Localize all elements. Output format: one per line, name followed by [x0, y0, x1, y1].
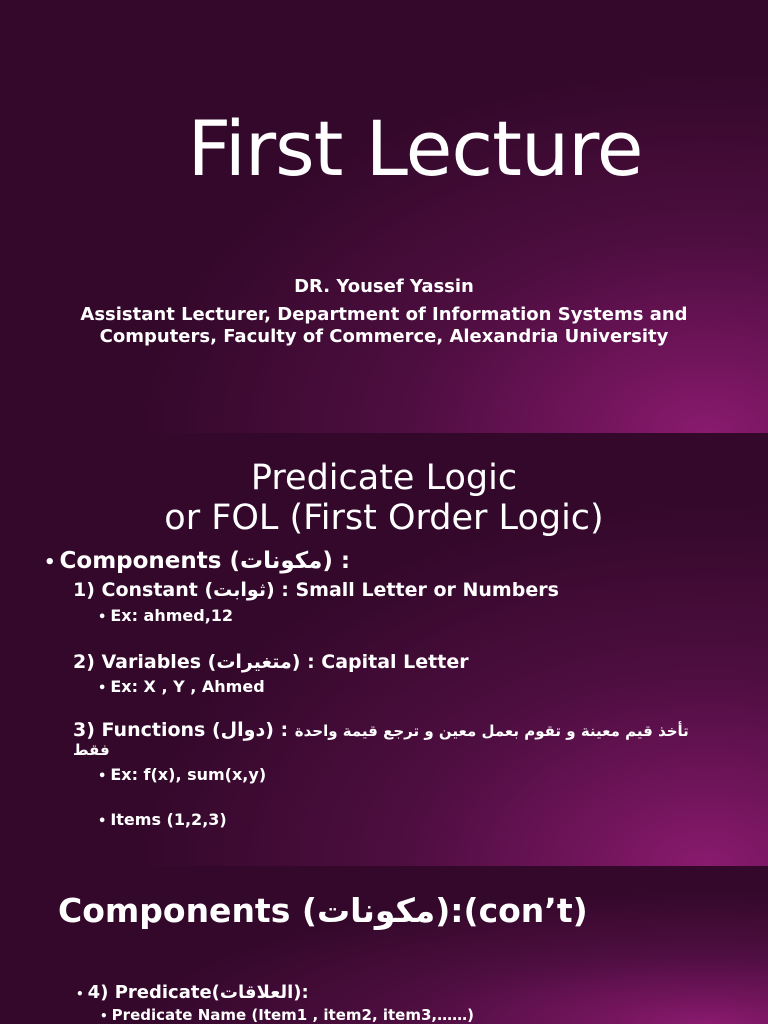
bullet-icon: •: [98, 681, 107, 696]
affiliation-line-1: Assistant Lecturer, Department of Information Systems and: [80, 304, 688, 325]
variables-example-text: Ex: X , Y , Ahmed: [110, 677, 265, 696]
items-example-text: Items (1,2,3): [110, 810, 227, 829]
bullet-icon: •: [100, 1009, 108, 1023]
variables-item: 2) Variables (متغيرات) : Capital Letter: [73, 651, 469, 673]
components-cont-slide: [0, 866, 768, 1024]
predicate-name-item: [100, 1006, 474, 1024]
variables-example: [98, 677, 265, 696]
components-heading: [44, 548, 350, 574]
items-example: [98, 810, 227, 829]
components-text: Components (مكونات) :: [59, 548, 351, 574]
functions-label: 3) Functions (دوال) :: [73, 719, 295, 741]
slide-title: First Lecture: [187, 104, 643, 193]
predicate-name-text: Predicate Name (Item1 , item2, item3,……): [111, 1006, 474, 1024]
functions-example: [98, 765, 266, 784]
bullet-icon: •: [44, 552, 56, 573]
slide-title: [0, 458, 768, 538]
bullet-icon: •: [98, 814, 107, 829]
constant-item: 1) Constant (ثوابت) : Small Letter or Numbers: [73, 579, 559, 601]
bullet-icon: •: [98, 610, 107, 625]
slide-title: Components (مكونات):(con’t): [58, 891, 588, 930]
functions-example-text: Ex: f(x), sum(x,y): [110, 765, 267, 784]
affiliation-line-2: Computers, Faculty of Commerce, Alexandria University: [99, 326, 669, 347]
bullet-icon: •: [76, 987, 84, 1001]
slide-title-line-1: Predicate Logic: [250, 458, 518, 498]
functions-item: [73, 721, 713, 759]
predicate-item: [76, 982, 309, 1003]
constant-example-text: Ex: ahmed,12: [110, 606, 234, 625]
bullet-icon: •: [98, 769, 107, 784]
slide-title-line-2: or FOL (First Order Logic): [164, 498, 604, 538]
author-affiliation: [40, 304, 728, 348]
author-name: DR. Yousef Yassin: [294, 276, 474, 297]
predicate-logic-slide: [0, 433, 768, 866]
functions-description: تأخذ قيم معينة و تقوم بعمل معين و ترجع قيمة واحدة فقط: [73, 722, 689, 759]
predicate-text: 4) Predicate(العلاقات):: [87, 982, 309, 1003]
constant-example: [98, 606, 233, 625]
title-slide: [0, 0, 768, 433]
